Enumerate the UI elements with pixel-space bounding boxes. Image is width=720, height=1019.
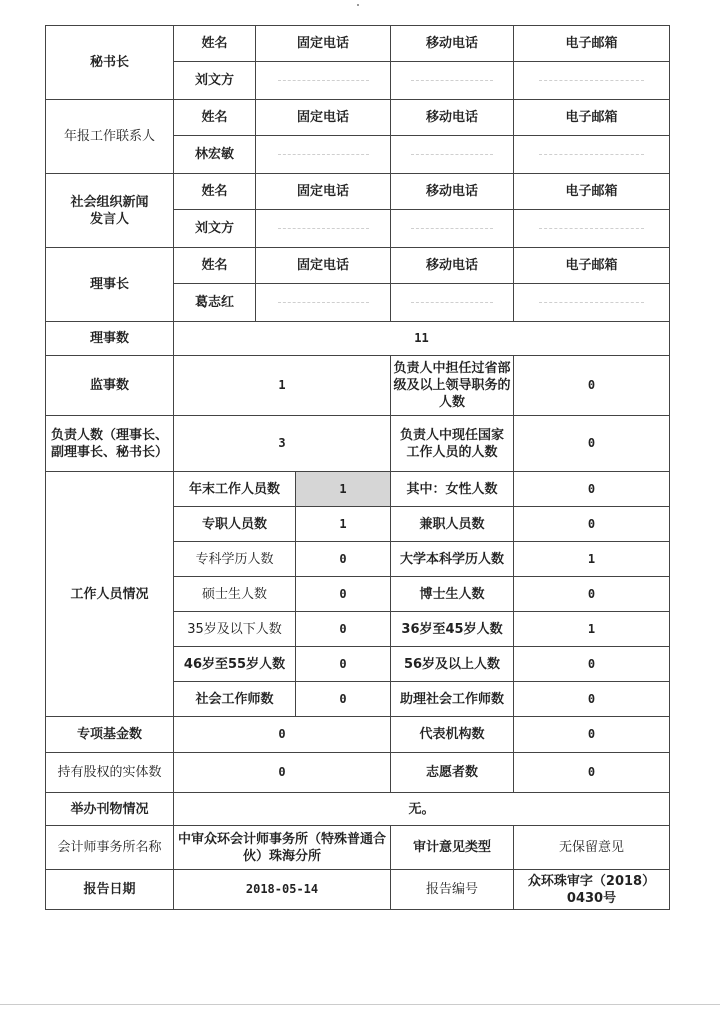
supervisors-label: 监事数 <box>46 356 174 416</box>
staff-item-label: 硕士生人数 <box>174 577 296 612</box>
publications-row <box>46 793 670 826</box>
phone-header: 固定电话 <box>256 174 391 210</box>
staff-item-label: 专职人员数 <box>174 507 296 542</box>
contact-name: 刘文方 <box>174 62 256 100</box>
contact-header-row <box>46 174 670 210</box>
name-header: 姓名 <box>174 248 256 284</box>
phone-redacted <box>256 210 391 248</box>
report-number-value: 众环珠审字（2018）0430号 <box>514 870 670 910</box>
contact-header-row <box>46 26 670 62</box>
contact-name: 林宏敏 <box>174 136 256 174</box>
phone-redacted <box>256 62 391 100</box>
report-date-value: 2018-05-14 <box>174 870 391 910</box>
scan-edge <box>0 1004 720 1005</box>
email-header: 电子邮箱 <box>514 248 670 284</box>
audit-row <box>46 826 670 870</box>
phone-header: 固定电话 <box>256 100 391 136</box>
funds-row <box>46 717 670 753</box>
staff-item-value: 1 <box>514 542 670 577</box>
staff-item-value: 0 <box>296 577 391 612</box>
equity-row <box>46 753 670 793</box>
email-redacted <box>514 210 670 248</box>
council-row <box>46 322 670 356</box>
organization-info-table <box>45 25 670 910</box>
contact-name: 葛志红 <box>174 284 256 322</box>
staff-item-label: 36岁至45岁人数 <box>391 612 514 647</box>
audit-firm-label: 会计师事务所名称 <box>46 826 174 870</box>
email-header: 电子邮箱 <box>514 174 670 210</box>
staff-item-label: 46岁至55岁人数 <box>174 647 296 682</box>
staff-item-label: 大学本科学历人数 <box>391 542 514 577</box>
funds-label: 专项基金数 <box>46 717 174 753</box>
staff-item-label: 社会工作师数 <box>174 682 296 717</box>
staff-item-label: 35岁及以下人数 <box>174 612 296 647</box>
staff-item-value: 0 <box>296 647 391 682</box>
email-header: 电子邮箱 <box>514 100 670 136</box>
audit-firm-value: 中审众环会计师事务所（特殊普通合伙）珠海分所 <box>174 826 391 870</box>
staff-item-value: 0 <box>514 507 670 542</box>
mobile-redacted <box>391 62 514 100</box>
staff-item-value: 0 <box>296 682 391 717</box>
email-redacted <box>514 62 670 100</box>
name-header: 姓名 <box>174 100 256 136</box>
email-redacted <box>514 136 670 174</box>
mobile-redacted <box>391 284 514 322</box>
staff-item-label: 助理社会工作师数 <box>391 682 514 717</box>
staff-item-value: 0 <box>296 542 391 577</box>
audit-opinion-value: 无保留意见 <box>514 826 670 870</box>
mobile-header: 移动电话 <box>391 174 514 210</box>
report-date-label: 报告日期 <box>46 870 174 910</box>
council-label: 理事数 <box>46 322 174 356</box>
staff-item-label: 年末工作人员数 <box>174 472 296 507</box>
contact-name: 刘文方 <box>174 210 256 248</box>
role-label: 秘书长 <box>46 26 174 100</box>
contact-header-row <box>46 100 670 136</box>
supervisors-row <box>46 356 670 416</box>
council-value: 11 <box>174 322 670 356</box>
staff-item-label: 兼职人员数 <box>391 507 514 542</box>
mobile-redacted <box>391 210 514 248</box>
leaders-row <box>46 416 670 472</box>
equity-label: 持有股权的实体数 <box>46 753 174 793</box>
phone-redacted <box>256 136 391 174</box>
leaders-value: 3 <box>174 416 391 472</box>
leaders-label: 负责人数（理事长、副理事长、秘书长） <box>46 416 174 472</box>
volunteers-value: 0 <box>514 753 670 793</box>
phone-redacted <box>256 284 391 322</box>
audit-opinion-label: 审计意见类型 <box>391 826 514 870</box>
report-row <box>46 870 670 910</box>
staff-item-label: 其中：女性人数 <box>391 472 514 507</box>
staff-item-value: 0 <box>514 472 670 507</box>
mobile-header: 移动电话 <box>391 248 514 284</box>
staff-item-value: 0 <box>296 612 391 647</box>
former-officials-value: 0 <box>514 356 670 416</box>
current-officials-label: 负责人中现任国家工作人员的人数 <box>391 416 514 472</box>
scan-artifact <box>357 4 359 6</box>
staff-item-value: 0 <box>514 577 670 612</box>
rep-offices-value: 0 <box>514 717 670 753</box>
mobile-redacted <box>391 136 514 174</box>
phone-header: 固定电话 <box>256 26 391 62</box>
staff-item-label: 专科学历人数 <box>174 542 296 577</box>
staff-item-value: 1 <box>296 507 391 542</box>
staff-item-label: 56岁及以上人数 <box>391 647 514 682</box>
supervisors-value: 1 <box>174 356 391 416</box>
role-label: 年报工作联系人 <box>46 100 174 174</box>
publications-value: 无。 <box>174 793 670 826</box>
publications-label: 举办刊物情况 <box>46 793 174 826</box>
mobile-header: 移动电话 <box>391 100 514 136</box>
role-label: 理事长 <box>46 248 174 322</box>
report-number-label: 报告编号 <box>391 870 514 910</box>
rep-offices-label: 代表机构数 <box>391 717 514 753</box>
role-label: 社会组织新闻发言人 <box>46 174 174 248</box>
staff-label: 工作人员情况 <box>46 472 174 717</box>
funds-value: 0 <box>174 717 391 753</box>
phone-header: 固定电话 <box>256 248 391 284</box>
mobile-header: 移动电话 <box>391 26 514 62</box>
email-redacted <box>514 284 670 322</box>
staff-item-value: 0 <box>514 682 670 717</box>
staff-item-label: 博士生人数 <box>391 577 514 612</box>
former-officials-label: 负责人中担任过省部级及以上领导职务的人数 <box>391 356 514 416</box>
staff-item-value: 0 <box>514 647 670 682</box>
volunteers-label: 志愿者数 <box>391 753 514 793</box>
staff-item-value: 1 <box>296 472 391 507</box>
current-officials-value: 0 <box>514 416 670 472</box>
name-header: 姓名 <box>174 26 256 62</box>
staff-item-value: 1 <box>514 612 670 647</box>
contact-header-row <box>46 248 670 284</box>
email-header: 电子邮箱 <box>514 26 670 62</box>
equity-value: 0 <box>174 753 391 793</box>
name-header: 姓名 <box>174 174 256 210</box>
staff-row <box>46 472 670 507</box>
